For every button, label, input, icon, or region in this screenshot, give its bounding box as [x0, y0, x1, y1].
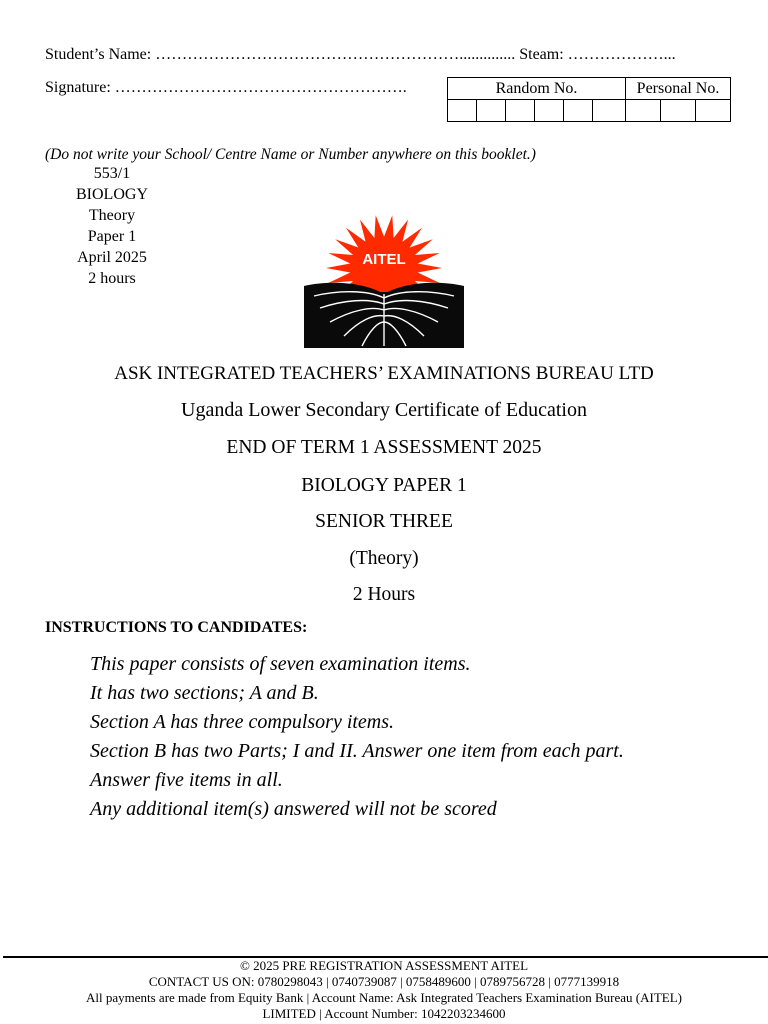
instruction-item: Answer five items in all. — [90, 769, 283, 791]
steam-label: Steam: — [519, 46, 564, 63]
instruction-item: Section A has three compulsory items. — [90, 711, 395, 733]
random-no-box[interactable] — [593, 100, 626, 122]
paper-meta — [62, 163, 162, 289]
aitel-logo — [284, 208, 484, 350]
signature-label: Signature: — [45, 79, 111, 96]
paper-code: 553/1 — [93, 165, 131, 182]
assessment-title: END OF TERM 1 ASSESSMENT 2025 — [226, 437, 542, 458]
personal-no-box[interactable] — [661, 100, 696, 122]
personal-no-header: Personal No. — [626, 78, 731, 100]
paper-duration: 2 hours — [88, 270, 136, 287]
logo-text: AITEL — [362, 251, 406, 268]
type-title: (Theory) — [349, 548, 419, 569]
random-no-box[interactable] — [535, 100, 564, 122]
footer-payment: All payments are made from Equity Bank | Account Name: Ask Integrated Teachers Examination Bureau (AITEL) — [85, 990, 682, 1005]
footer — [0, 958, 768, 1022]
random-no-box[interactable] — [448, 100, 477, 122]
random-no-box[interactable] — [564, 100, 593, 122]
instructions-list — [90, 650, 624, 824]
duration-title: 2 Hours — [352, 584, 416, 605]
paper-number: Paper 1 — [87, 228, 137, 245]
personal-no-box[interactable] — [626, 100, 661, 122]
random-no-box[interactable] — [477, 100, 506, 122]
paper-type: Theory — [88, 207, 136, 224]
random-no-header: Random No. — [448, 78, 626, 100]
footer-contacts: CONTACT US ON: 0780298043 | 0740739087 | 0758489600 | 0789756728 | 0777139918 — [148, 974, 620, 989]
instructions-heading: INSTRUCTIONS TO CANDIDATES: — [45, 619, 308, 636]
paper-title: BIOLOGY PAPER 1 — [301, 475, 467, 496]
student-name-label: Student’s Name: — [45, 46, 152, 63]
paper-subject: BIOLOGY — [76, 186, 148, 203]
instruction-item: This paper consists of seven examination items. — [90, 653, 471, 675]
signature-field[interactable]: ………………………………………………. — [114, 79, 407, 96]
footer-copyright: © 2025 PRE REGISTRATION ASSESSMENT AITEL — [239, 958, 529, 973]
instruction-item: Any additional item(s) answered will not be scored — [90, 798, 497, 820]
bureau-title: ASK INTEGRATED TEACHERS’ EXAMINATIONS BUREAU LTD — [114, 363, 654, 384]
instruction-item: It has two sections; A and B. — [90, 682, 319, 704]
certificate-title: Uganda Lower Secondary Certificate of Education — [181, 399, 587, 421]
instruction-item: Section B has two Parts; I and II. Answer one item from each part. — [90, 740, 624, 762]
steam-field[interactable]: ………………... — [567, 46, 676, 63]
personal-no-box[interactable] — [696, 100, 731, 122]
booklet-note: (Do not write your School/ Centre Name or Number anywhere on this booklet.) — [45, 146, 536, 163]
class-title: SENIOR THREE — [315, 511, 453, 532]
random-no-box[interactable] — [506, 100, 535, 122]
student-name-field[interactable]: ………………………………………………….............. — [155, 46, 516, 63]
candidate-number-table — [447, 77, 731, 122]
paper-date: April 2025 — [77, 249, 147, 266]
signature-line — [45, 79, 407, 97]
footer-account: LIMITED | Account Number: 1042203234600 — [262, 1006, 506, 1021]
student-name-line — [45, 46, 676, 64]
